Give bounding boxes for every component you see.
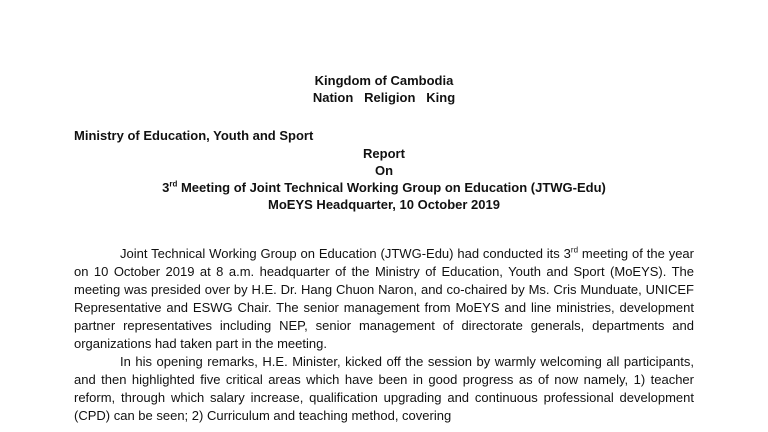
paragraph-1-part-2: meeting of the year on 10 October 2019 at 8 a.m. headquarter of the Ministry of Education, Youth and Sport (MoEYS). The meeting was presided over by H.E. Dr. Hang Chuon Naron, and co-chaired by Ms. Cris Munduate, UNICEF Representative and ESWG Chair. The senior management from MoEYS and line ministries, development partner representatives including NEP, senior management of directorate generals, departments and organizations had taken part in the meeting. [74,246,694,351]
paragraph-1-ordinal-suffix: rd [570,245,579,255]
report-on: On [374,163,394,178]
meeting-title-rest: Meeting of Joint Technical Working Group on Education (JTWG-Edu) [177,180,606,195]
meeting-title [0,179,768,196]
paragraph-1-part-1: Joint Technical Working Group on Education (JTWG-Edu) had conducted its 3 [120,246,571,261]
ministry-name: Ministry of Education, Youth and Sport [74,128,314,143]
national-motto: Nation Religion King [312,90,456,105]
report-body [74,245,694,425]
meeting-ordinal: 3 [162,180,170,195]
paragraph-2: In his opening remarks, H.E. Minister, kicked off the session by warmly welcoming all participants, and then highlighted five critical areas which have been in good progress as of now namely, 1) teacher reform, through which salary increase, qualification upgrading and continuous professional development (CPD) can be seen; 2) Curriculum and teaching method, covering [74,354,694,423]
meeting-location-date: MoEYS Headquarter, 10 October 2019 [268,197,500,212]
kingdom-title: Kingdom of Cambodia [314,73,454,88]
national-header [0,72,768,106]
report-heading [0,145,768,213]
paragraph-1 [74,245,694,353]
meeting-ordinal-suffix: rd [169,179,178,189]
report-label: Report [363,146,405,161]
